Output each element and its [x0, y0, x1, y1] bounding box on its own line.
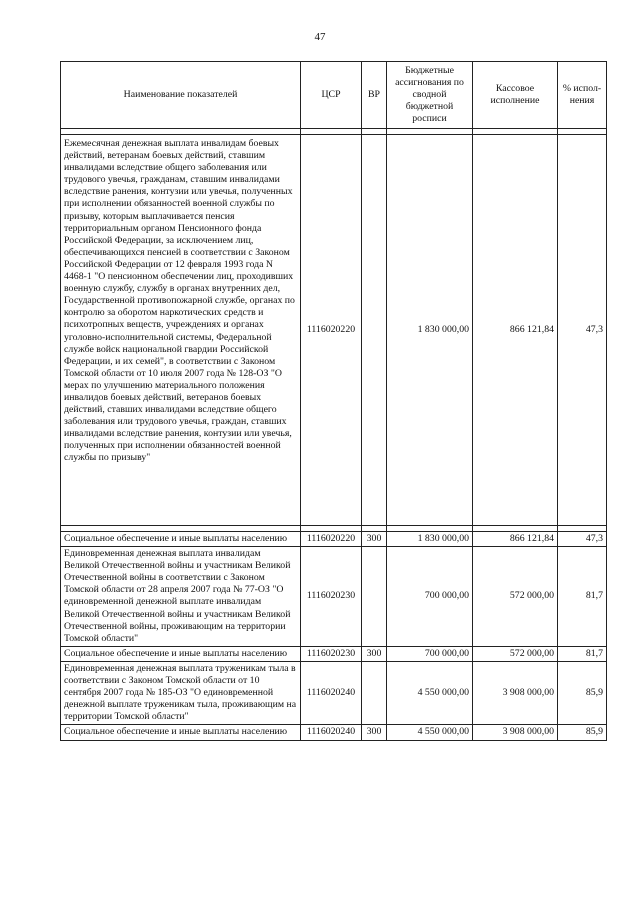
row-budget: 1 830 000,00 [387, 135, 473, 526]
row-percent: 85,9 [558, 661, 607, 724]
row-vr: 300 [362, 725, 387, 740]
row-name: Единовременная денежная выплата инвалидам Великой Отечественной войны и участникам Великой Отечественной войны в соответствии с Законом Томской области от 28 апреля 2007 года № 77-ОЗ "О единовременной денежной выплате инвалидам Великой Отечественной войны и участникам Великой Отечественной войны, проживающим на территории Томской области" [61, 547, 301, 647]
row-name: Единовременная денежная выплата труженикам тыла в соответствии с Законом Томской области от 10 сентября 2007 года № 185-ОЗ "О единовременной денежной выплате труженикам тыла, проживающим на территории Томской области" [61, 661, 301, 724]
header-cash: Кассовое исполнение [473, 62, 558, 129]
row-percent: 47,3 [558, 532, 607, 547]
row-csr: 1116020220 [301, 135, 362, 526]
row-percent: 47,3 [558, 135, 607, 526]
row-name: Социальное обеспечение и иные выплаты населению [61, 646, 301, 661]
header-name: Наименование показателей [61, 62, 301, 129]
header-percent: % испол-нения [558, 62, 607, 129]
row-percent: 85,9 [558, 725, 607, 740]
row-budget: 1 830 000,00 [387, 532, 473, 547]
header-vr: ВР [362, 62, 387, 129]
row-cash: 572 000,00 [473, 547, 558, 647]
row-budget: 4 550 000,00 [387, 661, 473, 724]
row-cash: 866 121,84 [473, 532, 558, 547]
header-csr: ЦСР [301, 62, 362, 129]
row-vr: 300 [362, 532, 387, 547]
table-row [61, 646, 607, 661]
row-name: Социальное обеспечение и иные выплаты населению [61, 725, 301, 740]
row-csr: 1116020240 [301, 725, 362, 740]
table-row [61, 661, 607, 724]
row-vr [362, 135, 387, 526]
page-number: 47 [314, 31, 326, 43]
row-budget: 4 550 000,00 [387, 725, 473, 740]
row-csr: 1116020230 [301, 646, 362, 661]
row-cash: 572 000,00 [473, 646, 558, 661]
row-vr [362, 547, 387, 647]
header-budget: Бюджетные ассигнования по сводной бюджетной росписи [387, 62, 473, 129]
row-csr: 1116020230 [301, 547, 362, 647]
row-percent: 81,7 [558, 547, 607, 647]
budget-execution-table [60, 61, 607, 741]
table-row [61, 547, 607, 647]
row-cash: 3 908 000,00 [473, 661, 558, 724]
table-row [61, 135, 607, 526]
row-vr [362, 661, 387, 724]
row-csr: 1116020240 [301, 661, 362, 724]
row-budget: 700 000,00 [387, 547, 473, 647]
table-row [61, 725, 607, 740]
row-percent: 81,7 [558, 646, 607, 661]
row-vr: 300 [362, 646, 387, 661]
row-name: Социальное обеспечение и иные выплаты населению [61, 532, 301, 547]
table-header-row [61, 62, 607, 129]
row-cash: 3 908 000,00 [473, 725, 558, 740]
row-budget: 700 000,00 [387, 646, 473, 661]
table-row [61, 532, 607, 547]
row-name: Ежемесячная денежная выплата инвалидам боевых действий, ветеранам боевых действий, ставшим инвалидами вследствие общего заболевания или трудового увечья, гражданам, ставшим инвалидами вследствие ранения, контузии или увечья, полученных при исполнении обязанностей военной службы по призыву, которым выплачивается пенсия территориальным органом Пенсионного фонда Российской Федерации, за исключением лиц, обеспечивающихся пенсией в соответствии с Законом Российской Федерации от 12 февраля 1993 года N 4468-1 "О пенсионном обеспечении лиц, проходивших военную службу, службу в органах внутренних дел, Государственной противопожарной службе, органах по контролю за оборотом наркотических средств и психотропных веществ, учреждениях и органах уголовно-исполнительной системы, Федеральной службе войск национальной гвардии Российской Федерации, и их семей", в соответствии с Законом Томской области от 10 июля 2007 года № 128-ОЗ "О мерах по улучшению материального положения инвалидов боевых действий, ветеранов боевых действий, ставших инвалидами вследствие общего заболевания или трудового увечья, граждан, ставших инвалидами вследствие ранения, контузии или увечья, полученных при исполнении обязанностей военной службы по призыву" [61, 135, 301, 526]
row-cash: 866 121,84 [473, 135, 558, 526]
row-csr: 1116020220 [301, 532, 362, 547]
